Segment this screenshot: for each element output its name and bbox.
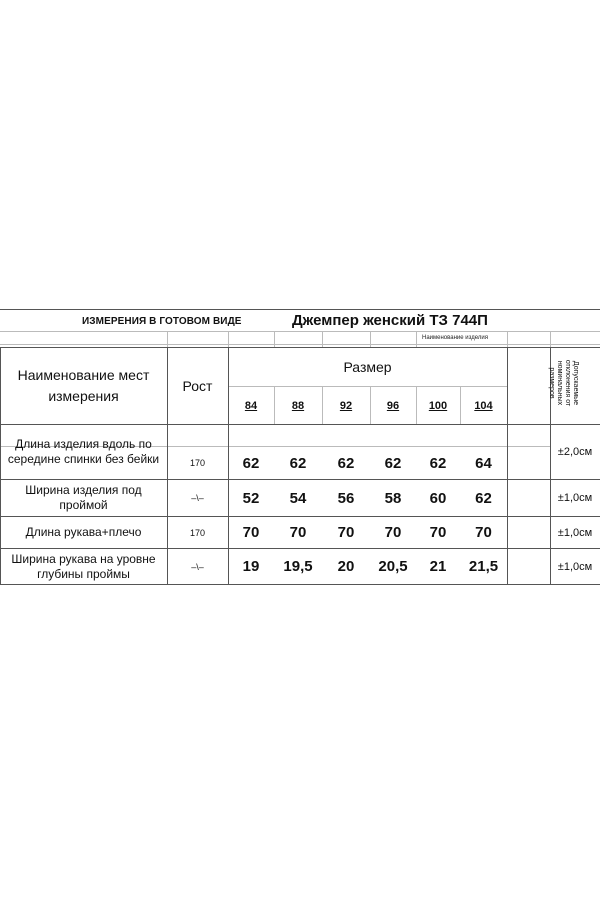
product-subtitle: Наименование изделия: [422, 335, 488, 341]
header-size: Размер: [343, 359, 392, 375]
tolerance-header-line-3: номинальных: [556, 360, 563, 406]
row-value: 19,5: [283, 558, 313, 575]
row-value: 60: [429, 489, 447, 507]
row-measurement-name: Ширина изделия под проймой: [25, 483, 142, 512]
row-tolerance: ±1,0см: [557, 492, 593, 504]
row-tolerance: ±1,0см: [557, 560, 593, 573]
row-tolerance: ±2,0см: [557, 446, 593, 458]
row-value: 62: [242, 454, 260, 472]
tolerance-header-line-1: Допускаемые: [572, 360, 579, 406]
title-col-divider-4: [322, 331, 323, 347]
table-top-border: [0, 309, 600, 310]
size-cell: 84: [244, 399, 258, 412]
row-value: 70: [337, 524, 355, 541]
row-value: 70: [429, 524, 447, 541]
row-rost: –\–: [191, 493, 204, 503]
product-title: Джемпер женский ТЗ 744П: [292, 312, 488, 329]
title-col-divider-1: [167, 331, 168, 347]
title-col-divider-2: [228, 331, 229, 347]
row-measurement-name: Длина изделия вдоль по середине спинки без бейки: [7, 437, 160, 466]
size-cell: 104: [474, 399, 493, 412]
row-measurement-name: Длина рукава+плечо: [25, 525, 142, 539]
row-value: 70: [289, 524, 307, 541]
tolerance-header-line-4: размеров: [548, 367, 555, 399]
header-tolerance: [550, 348, 600, 424]
row-tolerance: ±1,0см: [557, 526, 593, 539]
row-value: 21,5: [468, 558, 499, 575]
title-col-divider-3: [274, 331, 275, 347]
title-col-divider-6: [416, 331, 417, 347]
row-value: 62: [337, 454, 355, 472]
header-rost: Рост: [182, 378, 213, 394]
size-cell: 100: [428, 399, 448, 412]
header-measurement-name: Наименование мест измерения: [17, 367, 150, 404]
row-value: 62: [289, 454, 307, 472]
row-value: 70: [475, 524, 492, 541]
row-value: 70: [384, 524, 402, 541]
row-value: 62: [429, 454, 447, 472]
size-cell: 92: [339, 399, 353, 412]
tolerance-header-line-2: отклонения от: [564, 359, 571, 407]
col-divider-sizes: [507, 347, 508, 584]
row-value: 58: [384, 489, 402, 507]
table-bottom-border: [0, 584, 600, 585]
title-col-divider-7: [507, 331, 508, 347]
row-value: 52: [242, 489, 260, 507]
row-value: 62: [475, 489, 492, 507]
subtitle-row-divider: [0, 344, 600, 345]
row-value: 20,5: [378, 558, 408, 575]
row-rost: 170: [189, 527, 206, 538]
row-value: 21: [429, 558, 447, 575]
row-rost: 170: [189, 458, 206, 468]
row-value: 56: [337, 489, 355, 507]
measurements-label: ИЗМЕРЕНИЯ В ГОТОВОМ ВИДЕ: [82, 316, 242, 327]
title-row-divider: [0, 331, 600, 332]
size-cell: 96: [386, 399, 400, 412]
row-value: 64: [475, 454, 492, 472]
row-value: 54: [289, 489, 307, 507]
row-measurement-name: Ширина рукава на уровне глубины проймы: [11, 551, 156, 581]
row-value: 70: [242, 524, 260, 541]
row-value: 62: [384, 454, 402, 472]
row-value: 19: [242, 558, 260, 575]
size-cell: 88: [291, 399, 305, 412]
title-col-divider-5: [370, 331, 371, 347]
row-value: 20: [337, 558, 355, 575]
row-rost: –\–: [191, 561, 204, 572]
